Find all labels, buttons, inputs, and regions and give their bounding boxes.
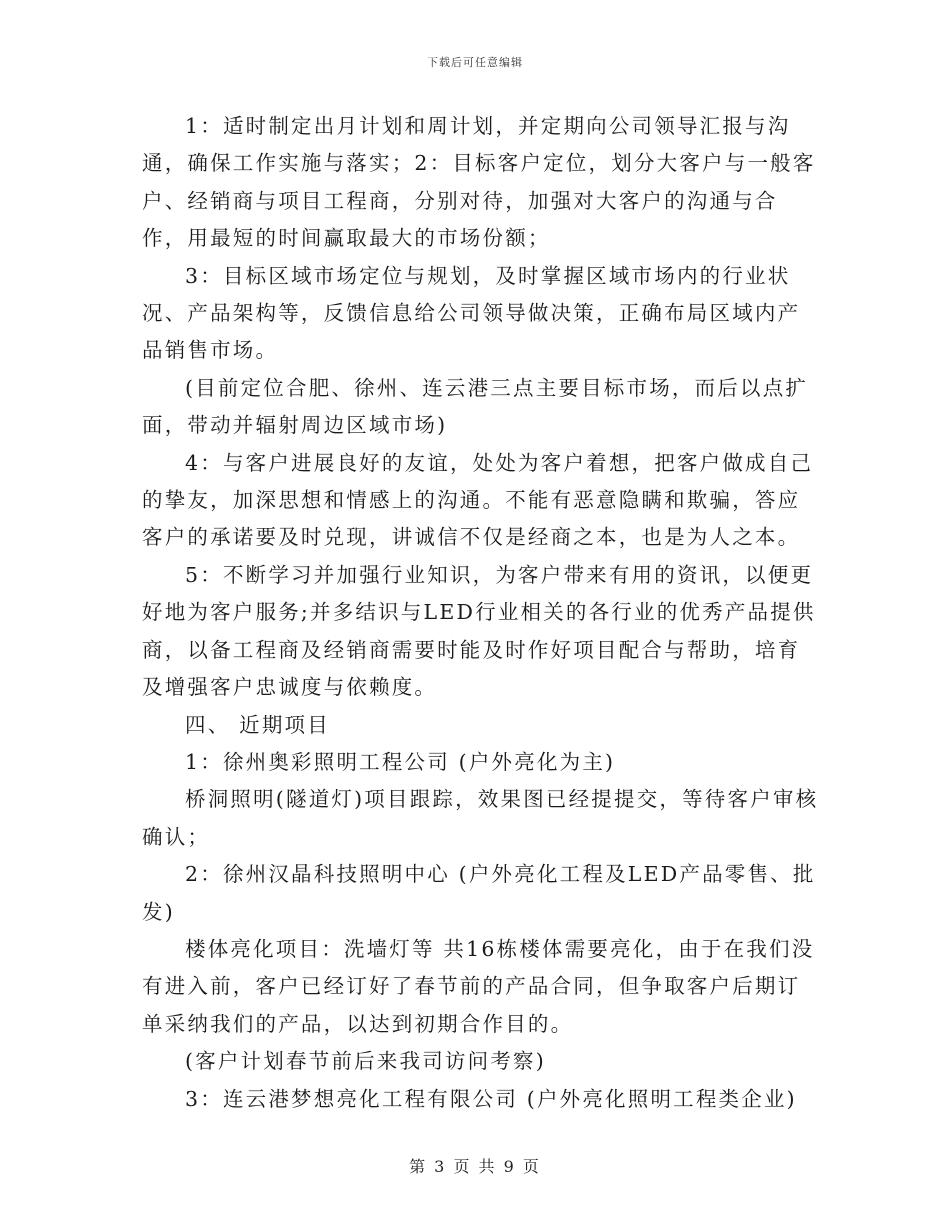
paragraph-regional-market: 3：目标区域市场定位与规划，及时掌握区域市场内的行业状况、产品架构等，反馈信息给公司领导做决策，正确布局区域内产品销售市场。 <box>142 263 801 363</box>
document-body <box>142 108 822 1118</box>
page-footer: 第 3 页 共 9 页 <box>409 1157 541 1176</box>
project-2-detail: 楼体亮化项目：洗墙灯等 共16栋楼体需要亮化，由于在我们没有进入前，客户已经订好了春节前的产品合同，但争取客户后期订单采纳我们的产品，以达到初期合作目的。 <box>142 936 815 1036</box>
project-2-title: 2：徐州汉晶科技照明中心 (户外亮化工程及LED产品零售、批发) <box>142 862 816 924</box>
project-2-note: (客户计划春节前后来我司访问考察) <box>185 1049 546 1074</box>
paragraph-target-cities: (目前定位合肥、徐州、连云港三点主要目标市场，而后以点扩面，带动并辐射周边区域市场) <box>142 375 809 438</box>
project-1-title: 1：徐州奥彩照明工程公司 (户外亮化为主) <box>185 749 616 774</box>
paragraph-plan-and-target-customers: 1：适时制定出月计划和周计划，并定期向公司领导汇报与沟通，确保工作实施与落实；2：目标客户定位，划分大客户与一般客户、经销商与项目工程商，分别对待，加强对大客户的沟通与合作，用最短的时间赢取最大的市场份额； <box>142 114 816 251</box>
section-heading-recent-projects: 四、 近期项目 <box>185 712 330 737</box>
paragraph-customer-relations: 4：与客户进展良好的友谊，处处为客户着想，把客户做成自己的挚友，加深思想和情感上的沟通。不能有恶意隐瞒和欺骗，答应客户的承诺要及时兑现，讲诚信不仅是经商之本，也是为人之本。 <box>142 450 814 550</box>
project-1-detail: 桥洞照明(隧道灯)项目跟踪，效果图已经提提交，等待客户审核确认； <box>142 787 819 849</box>
page-header: 下载后可任意编辑 <box>427 56 523 69</box>
paragraph-industry-knowledge: 5：不断学习并加强行业知识，为客户带来有用的资讯，以便更好地为客户服务;并多结识与LED行业相关的各行业的优秀产品提供商，以备工程商及经销商需要时能及时作好项目配合与帮助，培育及增强客户忠诚度与依赖度。 <box>142 562 816 700</box>
project-3-title: 3：连云港梦想亮化工程有限公司 (户外亮化照明工程类企业) <box>185 1086 797 1111</box>
